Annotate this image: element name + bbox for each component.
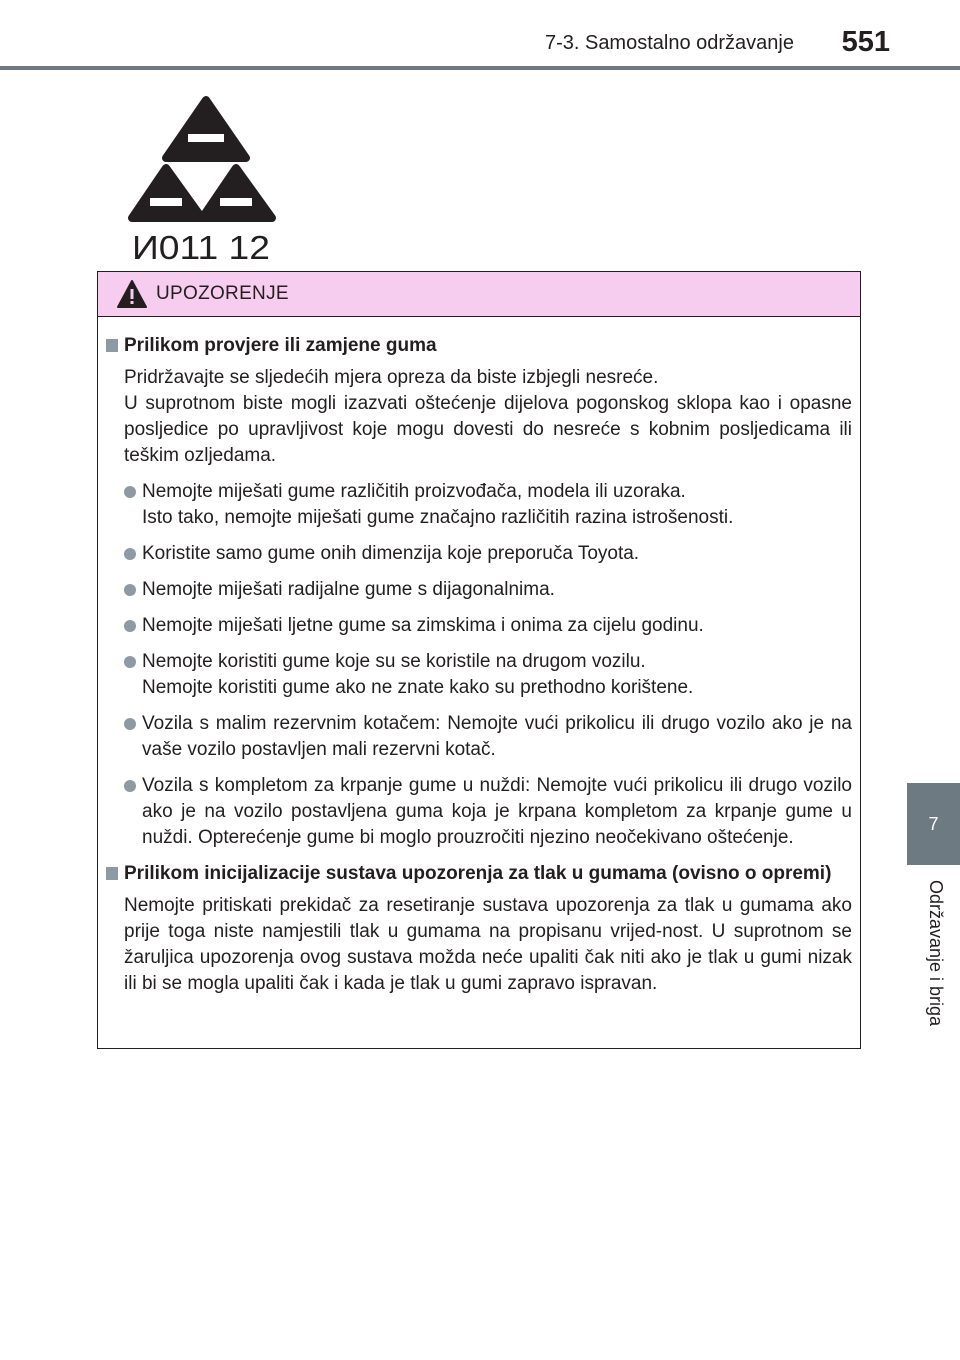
round-bullet-icon <box>124 584 136 596</box>
section-title: 7-3. Samostalno održavanje <box>544 32 794 54</box>
header-rule <box>0 66 960 70</box>
bullet-text: Vozila s kompletom za krpanje gume u nuždi: Nemojte vući prikolicu ili drugo vozilo ako je na vozilo postavljena guma koja je krpana kompletom za krpanje gume u nuždi. Opterećenje gume bi moglo prouzročiti njezino neočekivano oštećenje. <box>142 775 852 848</box>
intro-line: Pridržavajte se sljedećih mjera opreza da biste izbjegli nesreće. <box>124 367 659 388</box>
warning-header <box>98 272 860 317</box>
bullet-item <box>124 613 852 639</box>
bullet-text: Vozila s malim rezervnim kotačem: Nemojte vući prikolicu ili drugo vozilo ako je na vaše vozilo postavljen mali rezervni kotač. <box>142 713 852 760</box>
bullet-item <box>124 479 852 531</box>
chapter-tab[interactable] <box>907 783 960 865</box>
bullet-item <box>124 649 852 701</box>
tpms-paragraph <box>124 893 852 997</box>
round-bullet-icon <box>124 486 136 498</box>
page-number: 551 <box>841 26 890 58</box>
square-bullet-icon <box>106 339 118 352</box>
bullet-text: Nemojte miješati gume različitih proizvođača, modela ili uzoraka. <box>142 481 686 502</box>
bullet-text: Nemojte miješati ljetne gume sa zimskima i onima za cijelu godinu. <box>142 615 704 636</box>
tire-wear-symbol-image <box>128 96 284 262</box>
section-heading-tire-check <box>106 333 852 359</box>
tpms-text: Nemojte pritiskati prekidač za resetiranje sustava upozorenja za tlak u gumama ako prije toga niste namjestili tlak u gumama na propisanu vrijed-nost. U suprotnom se žaruljica upozorenja ovog sustava možda neće upaliti čak niti ako je tlak u gumi nizak ili bi se mogla upaliti čak i kada je tlak u gumi zapravo ispravan. <box>124 895 852 994</box>
bullet-item <box>124 773 852 851</box>
bullet-text: Nemojte miješati radijalne gume s dijagonalnima. <box>142 579 555 600</box>
bullet-item <box>124 541 852 567</box>
round-bullet-icon <box>124 718 136 730</box>
warning-title: UPOZORENJE <box>156 283 289 304</box>
bullet-text: Isto tako, nemojte miješati gume značajno različitih razina istrošenosti. <box>142 507 734 528</box>
square-bullet-icon <box>106 867 118 880</box>
triangle-right-icon <box>202 168 272 218</box>
bullet-item <box>124 711 852 763</box>
intro-paragraph <box>124 365 852 469</box>
warning-body <box>98 317 860 997</box>
triangle-top-icon <box>166 100 246 158</box>
round-bullet-icon <box>124 620 136 632</box>
bullet-text: Nemojte koristiti gume ako ne znate kako su prethodno korištene. <box>142 677 694 698</box>
section-heading-tpms <box>106 861 852 887</box>
round-bullet-icon <box>124 548 136 560</box>
tire-code-text: И011 12 <box>132 229 270 262</box>
section-heading-text: Prilikom inicijalizacije sustava upozorenja za tlak u gumama (ovisno o opremi) <box>124 863 832 884</box>
chapter-number: 7 <box>928 813 939 834</box>
round-bullet-icon <box>124 780 136 792</box>
intro-line: U suprotnom biste mogli izazvati oštećenje dijelova pogonskog sklopa kao i opasne posljedice po upravljivost koje mogu dovesti do nesreće s kobnim posljedicama ili teškim ozljedama. <box>124 393 852 466</box>
triangle-left-icon <box>132 168 202 218</box>
bullet-text: Nemojte koristiti gume koje su se koristile na drugom vozilu. <box>142 651 646 672</box>
section-heading-text: Prilikom provjere ili zamjene guma <box>124 335 437 356</box>
round-bullet-icon <box>124 656 136 668</box>
bullet-text: Koristite samo gume onih dimenzija koje preporuča Toyota. <box>142 543 640 564</box>
warning-box <box>97 271 861 1049</box>
warning-triangle-icon <box>116 279 148 309</box>
chapter-title: Održavanje i briga <box>926 880 946 1027</box>
bullet-item <box>124 577 852 603</box>
